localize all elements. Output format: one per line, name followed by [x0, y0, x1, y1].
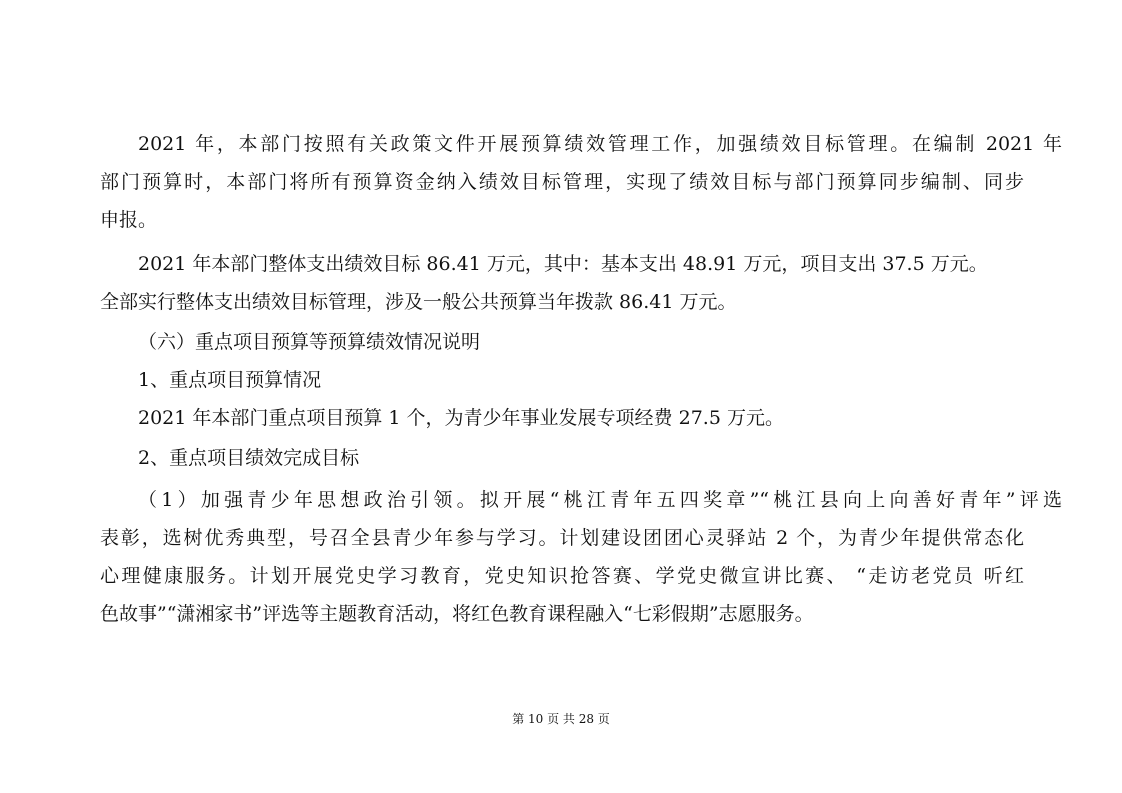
paragraph-line: 表彰，选树优秀典型，号召全县青少年参与学习。计划建设团团心灵驿站 2 个，为青少年提供常态化 [100, 527, 1024, 549]
paragraph-line: 色故事”“潇湘家书”评选等主题教育活动，将红色教育课程融入“七彩假期”志愿服务。 [100, 603, 814, 625]
subsection-heading: 2、重点项目绩效完成目标 [138, 447, 360, 469]
paragraph-line: 2021 年，本部门按照有关政策文件开展预算绩效管理工作，加强绩效目标管理。在编制 2021 年 [138, 133, 1062, 155]
page-number-footer: 第 10 页 共 28 页 [512, 712, 610, 726]
paragraph-line: 2021 年本部门重点项目预算 1 个，为青少年事业发展专项经费 27.5 万元。 [138, 407, 784, 429]
paragraph-line: 2021 年本部门整体支出绩效目标 86.41 万元，其中：基本支出 48.91 万元，项目支出 37.5 万元。 [138, 253, 988, 275]
section-heading: （六）重点项目预算等预算绩效情况说明 [138, 331, 481, 353]
paragraph-line: （1）加强青少年思想政治引领。拟开展“桃江青年五四奖章”“桃江县向上向善好青年”评选 [138, 489, 1062, 511]
paragraph-line: 心理健康服务。计划开展党史学习教育，党史知识抢答赛、学党史微宣讲比赛、 “走访老党员 听红 [100, 565, 1024, 587]
subsection-heading: 1、重点项目预算情况 [138, 369, 322, 391]
paragraph-line: 申报。 [100, 209, 158, 231]
paragraph-line: 全部实行整体支出绩效目标管理，涉及一般公共预算当年拨款 86.41 万元。 [100, 291, 737, 313]
paragraph-line: 部门预算时，本部门将所有预算资金纳入绩效目标管理，实现了绩效目标与部门预算同步编制、同步 [100, 171, 1024, 193]
